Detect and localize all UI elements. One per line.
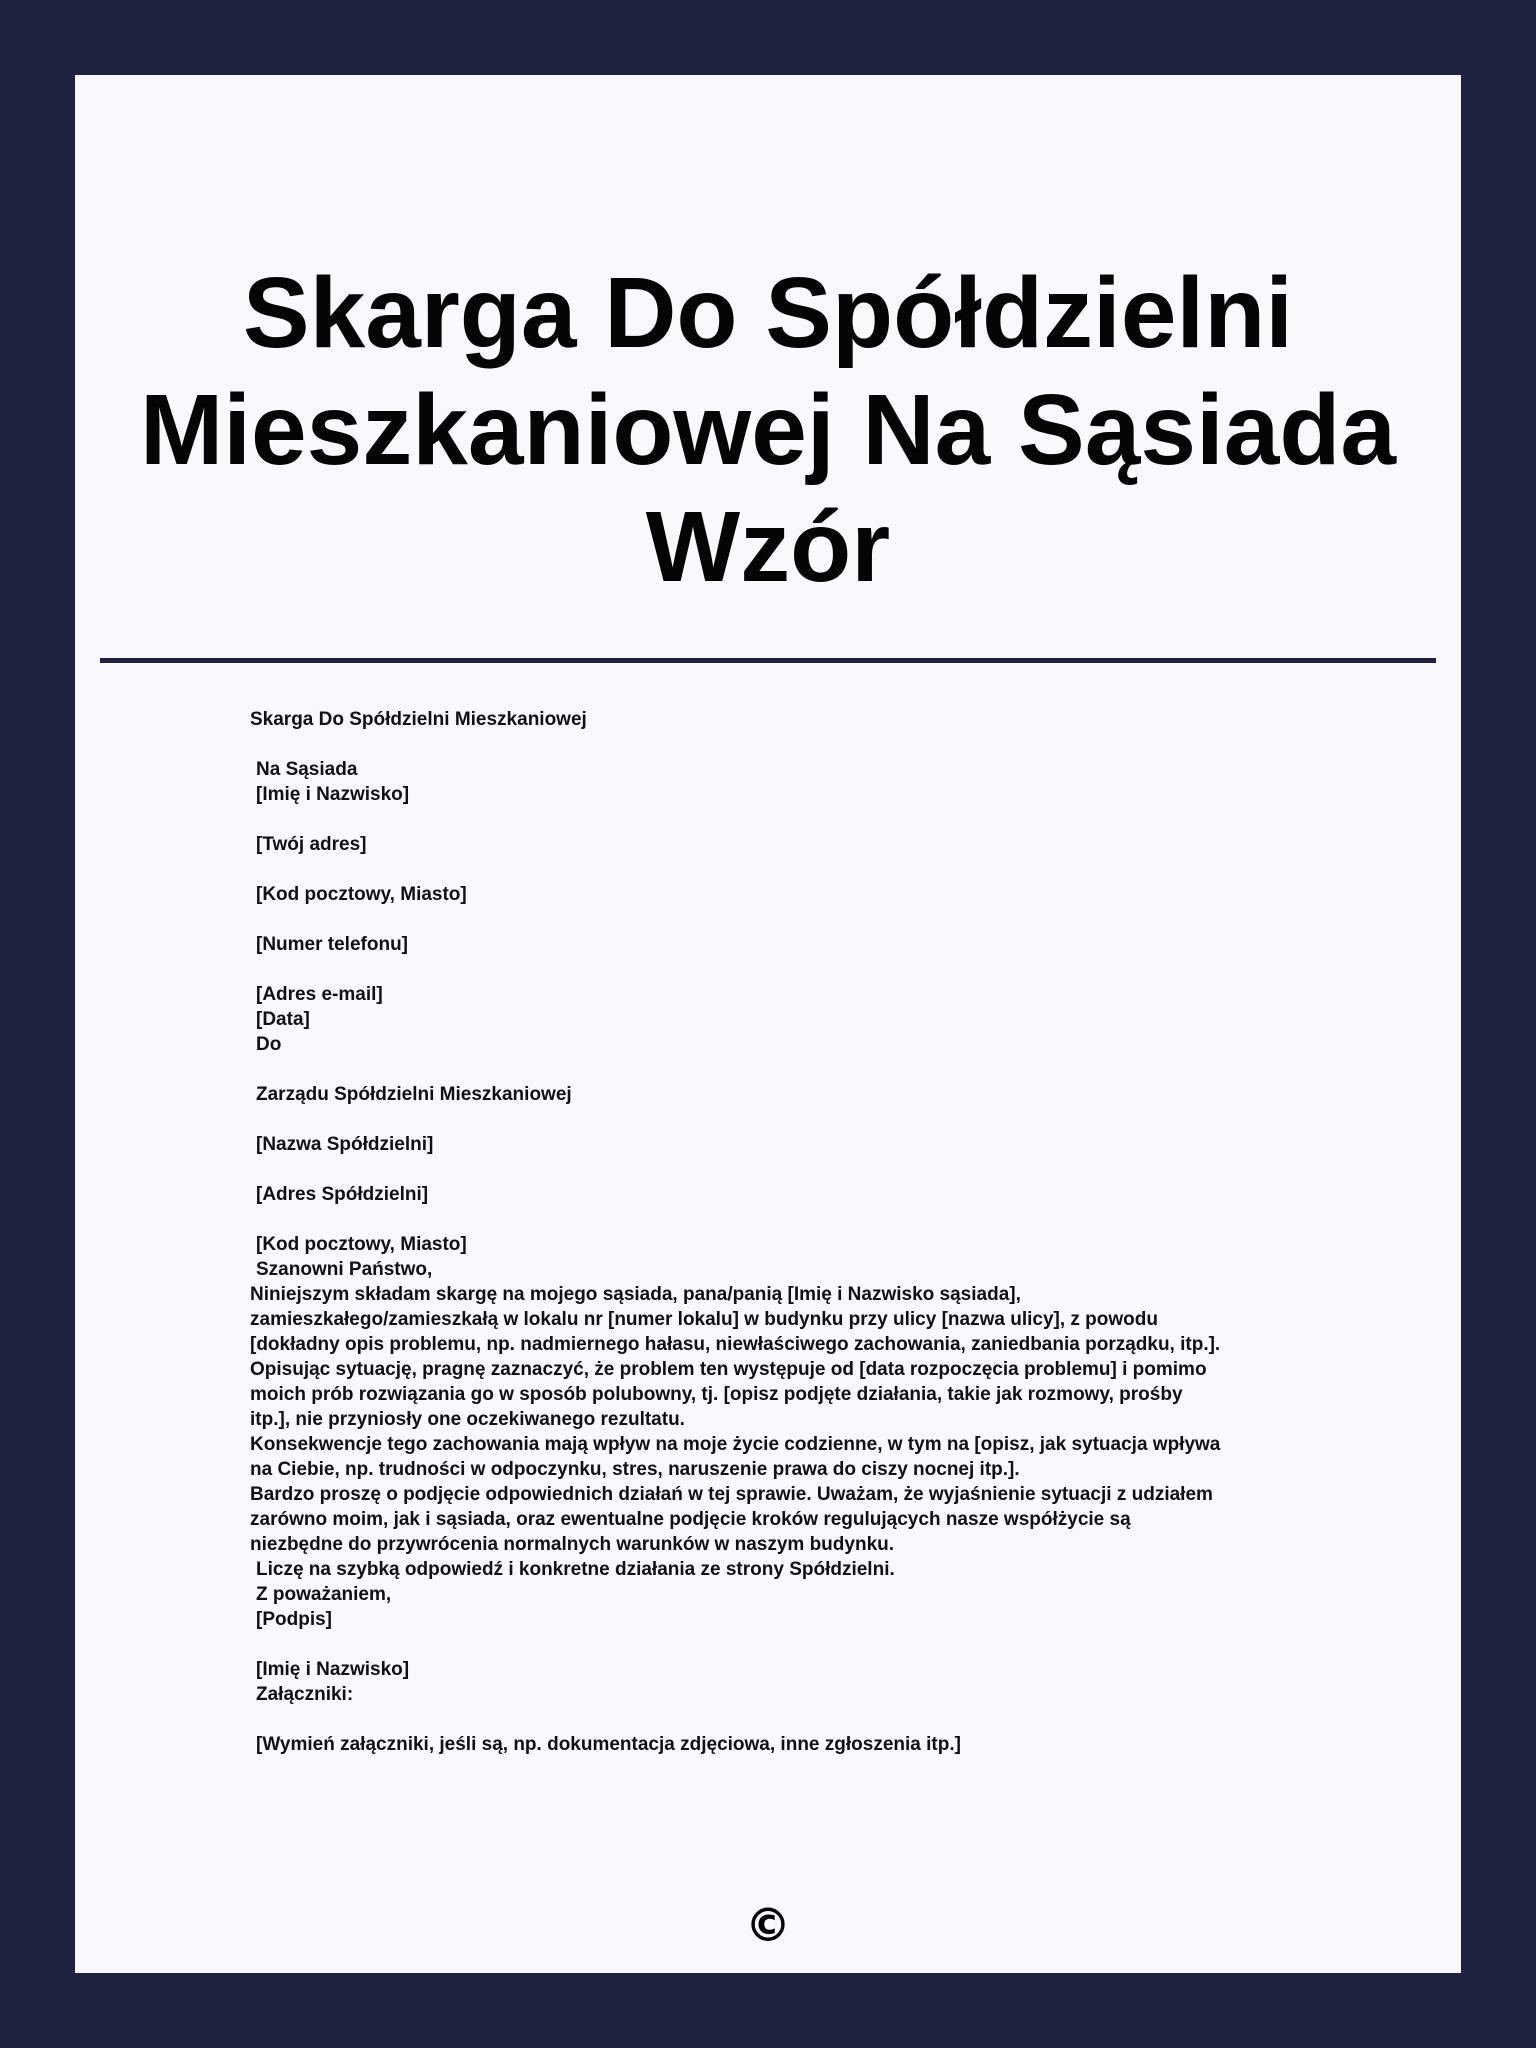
sender-address: [Twój adres] xyxy=(256,834,367,855)
body-line: moich prób rozwiązania go w sposób polubowny, tj. [opisz podjęte działania, takie jak rozmowy, prośby xyxy=(250,1384,1183,1405)
document-title xyxy=(75,255,1461,606)
body-line: [dokładny opis problemu, np. nadmiernego hałasu, niewłaściwego zachowania, zaniedbania porządku, itp.]. xyxy=(250,1334,1221,1355)
letter-heading: Skarga Do Spółdzielni Mieszkaniowej xyxy=(250,709,587,730)
blank-line xyxy=(250,1057,1370,1082)
document-page xyxy=(75,75,1461,1973)
title-divider xyxy=(100,658,1436,663)
letter-date: [Data] xyxy=(256,1009,310,1030)
sender-phone: [Numer telefonu] xyxy=(256,934,408,955)
closing: Z poważaniem, xyxy=(256,1584,392,1605)
body-line: Niniejszym składam skargę na mojego sąsiada, pana/panią [Imię i Nazwisko sąsiada], xyxy=(250,1284,1021,1305)
title-line: Mieszkaniowej Na Sąsiada xyxy=(139,374,1397,486)
blank-line xyxy=(250,957,1370,982)
salutation: Szanowni Państwo, xyxy=(256,1259,433,1280)
blank-line xyxy=(250,1707,1370,1732)
title-line: Wzór xyxy=(645,491,891,603)
attachments-list: [Wymień załączniki, jeśli są, np. dokumentacja zdjęciowa, inne zgłoszenia itp.] xyxy=(256,1734,961,1755)
recipient-postal-city: [Kod pocztowy, Miasto] xyxy=(256,1234,467,1255)
body-line: Bardzo proszę o podjęcie odpowiednich działań w tej sprawie. Uważam, że wyjaśnienie sytuacji z udziałem xyxy=(250,1484,1213,1505)
recipient-address: [Adres Spółdzielni] xyxy=(256,1184,429,1205)
blank-line xyxy=(250,1157,1370,1182)
body-line: niezbędne do przywrócenia normalnych warunków w naszym budynku. xyxy=(250,1534,895,1555)
blank-line xyxy=(250,907,1370,932)
blank-line xyxy=(250,807,1370,832)
letter-body xyxy=(250,707,1370,1757)
sender-postal-city: [Kod pocztowy, Miasto] xyxy=(256,884,467,905)
recipient-to-label: Do xyxy=(256,1034,282,1055)
blank-line xyxy=(250,1207,1370,1232)
sender-email: [Adres e-mail] xyxy=(256,984,383,1005)
blank-line xyxy=(250,1632,1370,1657)
body-line: itp.], nie przyniosły one oczekiwanego rezultatu. xyxy=(250,1409,685,1430)
sender-name: [Imię i Nazwisko] xyxy=(256,784,410,805)
blank-line xyxy=(250,1107,1370,1132)
blank-line xyxy=(250,857,1370,882)
recipient-name: [Nazwa Spółdzielni] xyxy=(256,1134,434,1155)
body-line: Opisując sytuację, pragnę zaznaczyć, że problem ten występuje od [data rozpoczęcia problemu] i pomimo xyxy=(250,1359,1207,1380)
closing-request: Liczę na szybką odpowiedź i konkretne działania ze strony Spółdzielni. xyxy=(256,1559,895,1580)
recipient-board: Zarządu Spółdzielni Mieszkaniowej xyxy=(256,1084,572,1105)
body-line: na Ciebie, np. trudności w odpoczynku, stres, naruszenie prawa do ciszy nocnej itp.]. xyxy=(250,1459,1020,1480)
signature: [Podpis] xyxy=(256,1609,332,1630)
signature-name: [Imię i Nazwisko] xyxy=(256,1659,410,1680)
copyright-icon: © xyxy=(745,1898,791,1952)
body-line: zamieszkałego/zamieszkałą w lokalu nr [numer lokalu] w budynku przy ulicy [nazwa ulicy], z powodu xyxy=(250,1309,1158,1330)
attachments-label: Załączniki: xyxy=(256,1684,354,1705)
blank-line xyxy=(250,732,1370,757)
body-line: zarówno moim, jak i sąsiada, oraz ewentualne podjęcie kroków regulujących nasze współżycie są xyxy=(250,1509,1131,1530)
title-line: Skarga Do Spółdzielni xyxy=(242,257,1294,369)
body-line: Konsekwencje tego zachowania mają wpływ na moje życie codzienne, w tym na [opisz, jak sytuacja wpływa xyxy=(250,1434,1221,1455)
letter-subject: Na Sąsiada xyxy=(256,759,358,780)
